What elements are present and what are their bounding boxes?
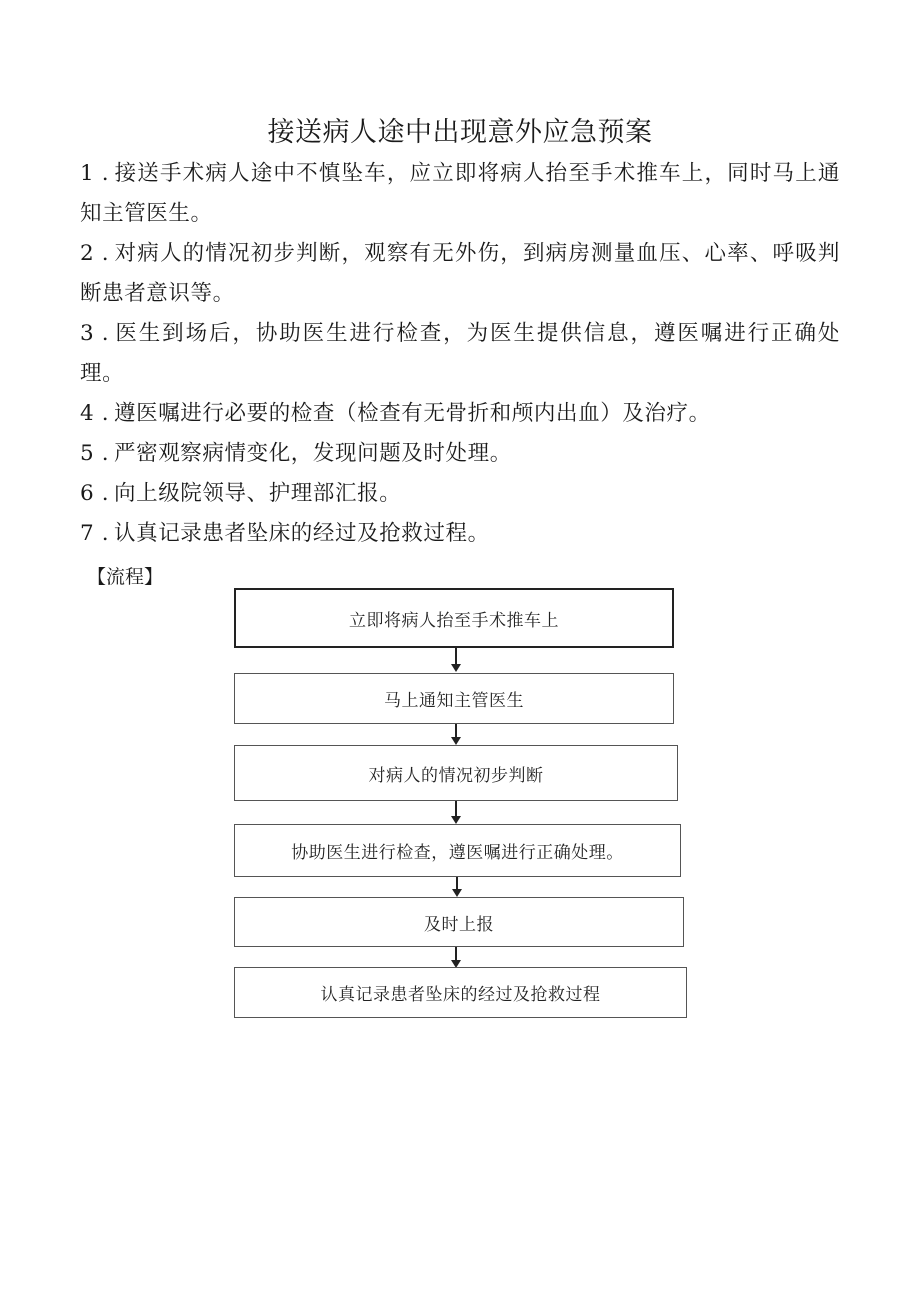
step-number: 6 . (80, 481, 110, 506)
step-text: 对病人的情况初步判断，观察有无外伤，到病房测量血压、心率、呼吸判断患者意识等。 (80, 241, 840, 306)
step-number: 2 . (80, 241, 110, 266)
flow-box-notify-doctor: 马上通知主管医生 (234, 673, 674, 724)
step-item (80, 394, 840, 434)
step-number: 4 . (80, 401, 110, 426)
step-number: 1 . (80, 161, 110, 186)
flow-box-report: 及时上报 (234, 897, 684, 947)
flow-box-lift-patient: 立即将病人抬至手术推车上 (234, 588, 674, 648)
step-number: 5 . (80, 441, 110, 466)
step-number: 3 . (80, 321, 110, 346)
step-item (80, 434, 840, 474)
step-number: 7 . (80, 521, 110, 546)
flow-box-initial-assessment: 对病人的情况初步判断 (234, 745, 678, 801)
step-text: 接送手术病人途中不慎坠车，应立即将病人抬至手术推车上，同时马上通知主管医生。 (80, 161, 840, 226)
step-text: 认真记录患者坠床的经过及抢救过程。 (114, 521, 490, 546)
step-item (80, 234, 840, 314)
flow-box-assist-exam: 协助医生进行检查，遵医嘱进行正确处理。 (234, 824, 681, 877)
step-text: 向上级院领导、护理部汇报。 (114, 481, 402, 506)
step-item (80, 314, 840, 394)
document-title: 接送病人途中出现意外应急预案 (267, 117, 653, 148)
step-item (80, 514, 840, 554)
step-list (80, 154, 840, 554)
step-text: 医生到场后，协助医生进行检查，为医生提供信息，遵医嘱进行正确处理。 (80, 321, 840, 386)
flow-heading: 【流程】 (87, 566, 164, 588)
step-item (80, 154, 840, 234)
step-text: 遵医嘱进行必要的检查（检查有无骨折和颅内出血）及治疗。 (114, 401, 711, 426)
step-item (80, 474, 840, 514)
flow-box-record: 认真记录患者坠床的经过及抢救过程 (234, 967, 687, 1018)
step-text: 严密观察病情变化，发现问题及时处理。 (114, 441, 512, 466)
